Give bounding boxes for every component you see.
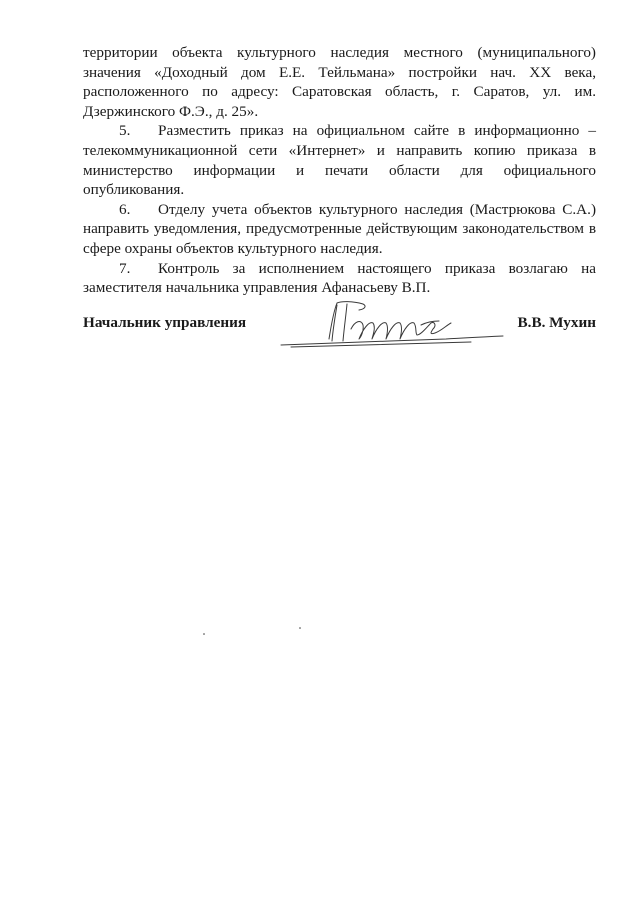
document-body xyxy=(83,43,596,298)
item-number: 6. xyxy=(119,200,131,218)
item-text: Отделу учета объектов культурного наследия (Мастрюкова С.А.) направить уведомления, предусмотренные действующим законодательством в сфере охраны объектов культурного наследия. xyxy=(83,200,596,257)
scan-speck xyxy=(299,627,301,629)
scan-speck xyxy=(203,633,205,635)
item-text: Контроль за исполнением настоящего приказа возлагаю на заместителя начальника управления Афанасьеву В.П. xyxy=(83,259,596,297)
item-number: 5. xyxy=(119,122,131,140)
signer-name: В.В. Мухин xyxy=(517,314,596,331)
list-item-5 xyxy=(83,121,596,199)
list-item-6 xyxy=(83,200,596,259)
item-text: Разместить приказ на официальном сайте в информационно – телекоммуникационной сети «Интернет» и направить копию приказа в министерство информации и печати области для официального опубликования. xyxy=(83,122,596,199)
signer-position: Начальник управления xyxy=(83,314,247,331)
signature-block xyxy=(83,313,596,353)
handwritten-signature xyxy=(271,299,511,349)
item-number: 7. xyxy=(119,259,131,277)
list-item-7 xyxy=(83,259,596,298)
paragraph-continuation: территории объекта культурного наследия местного (муниципального) значения «Доходный дом Е.Е. Тейльмана» постройки нач. XX века, расположенного по адресу: Саратовская область, г. Саратов, ул. им. Дзержинского Ф.Э., д. 25». xyxy=(83,44,596,120)
